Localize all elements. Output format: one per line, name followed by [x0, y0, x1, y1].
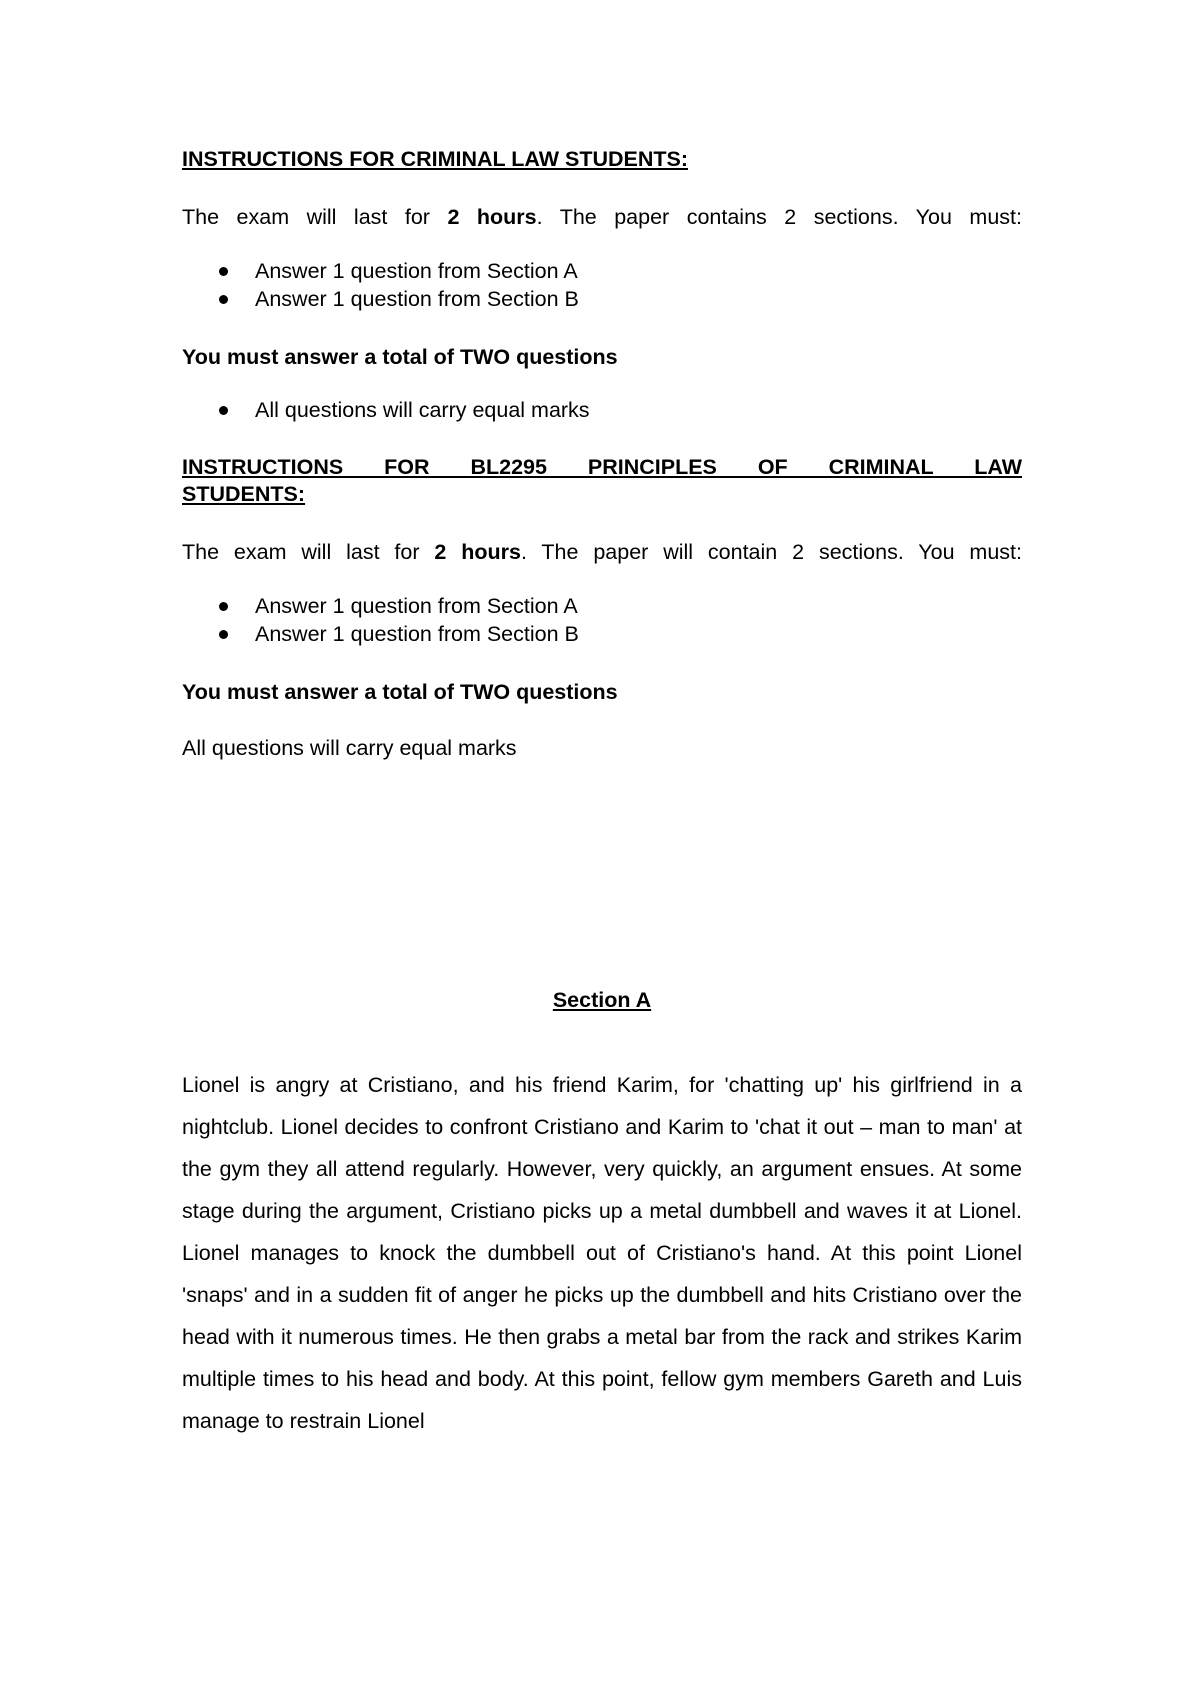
intro-text-before: The exam will last for	[182, 205, 448, 229]
criminal-law-marks-list	[182, 396, 1022, 424]
list-item-text: Answer 1 question from Section A	[255, 259, 578, 283]
intro-text-after: . The paper contains 2 sections. You must:	[536, 205, 1022, 229]
list-item-text: Answer 1 question from Section B	[255, 622, 579, 646]
bl2295-marks-line: All questions will carry equal marks	[182, 736, 517, 760]
bullet-icon	[219, 602, 228, 611]
intro-duration: 2 hours	[447, 205, 537, 229]
bullet-icon	[219, 630, 228, 639]
section-a-scenario: Lionel is angry at Cristiano, and his friend Karim, for 'chatting up' his girlfriend in a nightclub. Lionel decides to confront Cristiano and Karim to 'chat it out – man to man' at the gym they all attend regularly. However, very quickly, an argument ensues. At some stage during the argument, Cristiano picks up a metal dumbbell and waves it at Lionel. Lionel manages to knock the dumbbell out of Cristiano's hand. At this point Lionel 'snaps' and in a sudden fit of anger he picks up the dumbbell and hits Cristiano over the head with it numerous times. He then grabs a metal bar from the rack and strikes Karim multiple times to his head and body. At this point, fellow gym members Gareth and Luis manage to restrain Lionel	[182, 1073, 1022, 1433]
criminal-law-heading: INSTRUCTIONS FOR CRIMINAL LAW STUDENTS:	[182, 147, 689, 171]
list-item	[182, 285, 1022, 313]
criminal-law-bullet-list	[182, 257, 1022, 313]
list-item	[182, 257, 1022, 285]
section-a-title: Section A	[552, 988, 652, 1012]
intro-text-before: The exam will last for	[182, 540, 435, 564]
intro-duration: 2 hours	[434, 540, 521, 564]
bullet-icon	[219, 295, 228, 304]
list-item-text: Answer 1 question from Section B	[255, 287, 579, 311]
exam-page	[182, 0, 1022, 1698]
bl2295-heading-line2: STUDENTS:	[182, 482, 306, 506]
bullet-icon	[219, 267, 228, 276]
criminal-law-total-line: You must answer a total of TWO questions	[182, 345, 618, 369]
bullet-icon	[219, 406, 228, 415]
bl2295-bullet-list	[182, 592, 1022, 648]
list-item-text: All questions will carry equal marks	[255, 398, 590, 422]
bl2295-heading-line1: INSTRUCTIONS FOR BL2295 PRINCIPLES OF CRIMINAL LAW	[182, 455, 1022, 479]
list-item	[182, 592, 1022, 620]
list-item-text: Answer 1 question from Section A	[255, 594, 578, 618]
list-item	[182, 396, 1022, 424]
criminal-law-intro	[182, 203, 1022, 231]
bl2295-total-line: You must answer a total of TWO questions	[182, 680, 618, 704]
bl2295-intro	[182, 538, 1022, 566]
list-item	[182, 620, 1022, 648]
intro-text-after: . The paper will contain 2 sections. You must:	[520, 540, 1022, 564]
